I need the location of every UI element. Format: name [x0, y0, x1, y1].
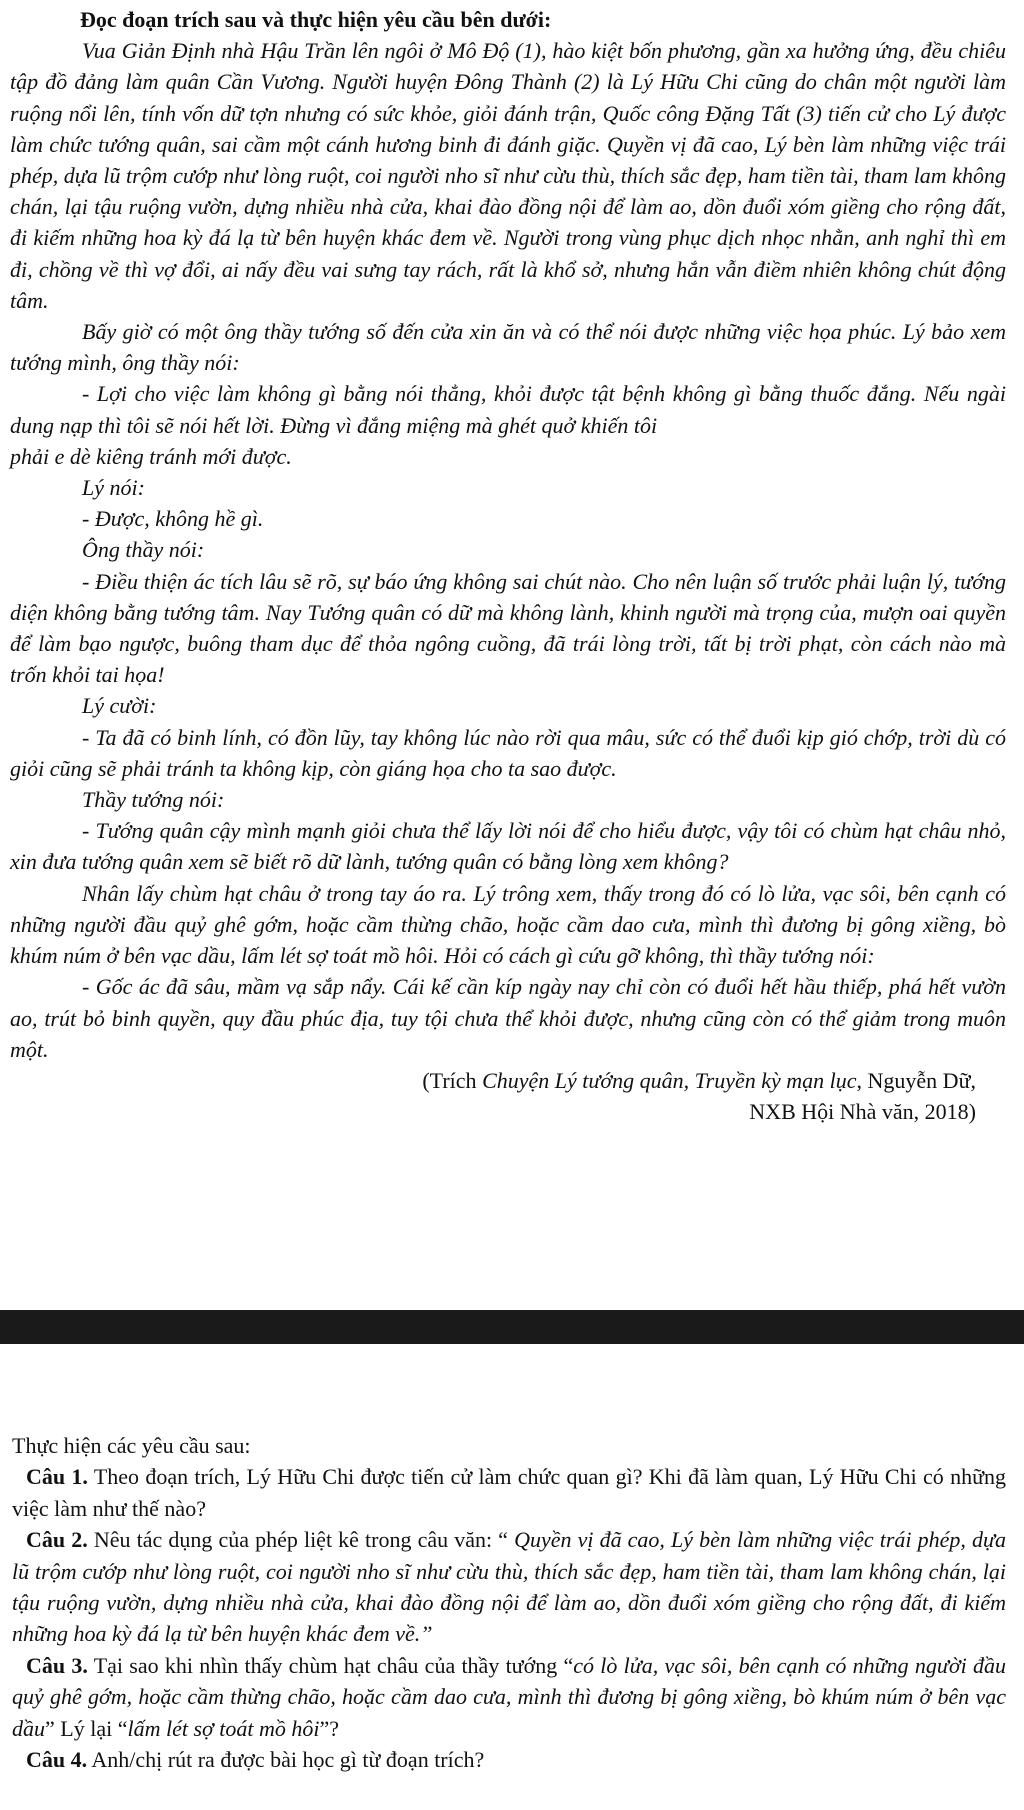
question-2-label: Câu 2. [26, 1527, 88, 1553]
passage-paragraph-1: Vua Giản Định nhà Hậu Trần lên ngôi ở Mô Độ (1), hào kiệt bốn phương, gần xa hưởng ứng, đều chiêu tập đồ đảng làm quân Cần Vương. Người huyện Đông Thành (2) là Lý Hữu Chi cũng do chân một người làm ruộng nổi lên, tính vốn dữ tợn nhưng có sức khỏe, giỏi đánh trận, Quốc công Đặng Tất (3) tiến cử cho Lý được làm chức tướng quân, sai cầm một cánh hương binh đi đánh giặc. Quyền vị đã cao, Lý bèn làm những việc trái phép, dựa lũ trộm cướp như lòng ruột, coi người nho sĩ như cừu thù, thích sắc đẹp, ham tiền tài, tham lam không chán, lại tậu ruộng vườn, dựng nhiều nhà cửa, khai đào đồng nội để làm ao, dồn đuổi xóm giềng cho rộng đất, đi kiếm những hoa kỳ đá lạ từ bên huyện khác đem về. Người trong vùng phục dịch nhọc nhằn, anh nghỉ thì em đi, chồng về thì vợ đổi, ai nấy đều vai sưng tay rách, rất là khổ sở, nhưng hắn vẫn điềm nhiên không chút động tâm. [10, 38, 1006, 313]
source-title: Chuyện Lý tướng quân, Truyền kỳ mạn lục [482, 1067, 857, 1093]
question-4-text: Anh/chị rút ra được bài học gì từ đoạn trích? [87, 1747, 485, 1773]
question-3-text-3: ”? [319, 1715, 340, 1741]
question-2-quote: Quyền vị đã cao, Lý bèn làm những việc trái phép, dựa lũ trộm cướp như lòng ruột, coi người nho sĩ như cừu thù, thích sắc đẹp, ham tiền tài, tham lam không chán, lại tậu ruộng vườn, dựng nhiều nhà cửa, khai đào đồng nội để làm ao, dồn đuổi xóm giềng cho rộng đất, đi kiếm những hoa kỳ đá lạ từ bên huyện khác đem về.” [12, 1527, 1006, 1647]
question-4-label: Câu 4. [26, 1747, 88, 1773]
passage-paragraph-8: - Điều thiện ác tích lâu sẽ rõ, sự báo ứng không sai chút nào. Cho nên luận số trước phải luận lý, tướng diện không bằng tướng tâm. Nay Tướng quân có dữ mà không lành, khinh người mà trọng của, mượn oai quyền để làm bạo ngược, buông tham dục để thỏa ngông cuồng, đã trái lòng trời, tất bị trời phạt, còn cách nào mà trốn khỏi tai họa! [10, 568, 1006, 688]
passage-paragraph-3: - Lợi cho việc làm không gì bằng nói thẳng, khỏi được tật bệnh không gì bằng thuốc đắng. Nếu ngài dung nạp thì tôi sẽ nói hết lời. Đừng vì đắng miệng mà ghét quở khiến tôi [10, 381, 1006, 438]
question-2-text: Nêu tác dụng của phép liệt kê trong câu văn: “ [87, 1527, 515, 1553]
questions-intro: Thực hiện các yêu cầu sau: [12, 1433, 251, 1458]
passage-heading: Đọc đoạn trích sau và thực hiện yêu cầu bên dưới: [80, 7, 552, 32]
question-3-quote-2: lấm lét sợ toát mồ hôi [127, 1715, 320, 1741]
question-1-text: Theo đoạn trích, Lý Hữu Chi được tiến cử làm chức quan gì? Khi đã làm quan, Lý Hữu Chi có những việc làm như thế nào? [12, 1464, 1007, 1521]
passage-paragraph-13: Nhân lấy chùm hạt châu ở trong tay áo ra. Lý trông xem, thấy trong đó có lò lửa, vạc sôi, bên cạnh có những người đầu quỷ ghê gớm, hoặc cầm thừng chão, hoặc cầm dao cưa, mình thì đương bị gông xiềng, bò khúm núm ở bên vạc dầu, lấm lét sợ toát mồ hôi. Hỏi có cách gì cứu gỡ không, thì thầy tướng nói: [10, 880, 1006, 969]
questions-section [0, 1344, 1024, 1810]
passage-paragraph-4: phải e dè kiêng tránh mới được. [10, 443, 292, 469]
question-2 [12, 1524, 1006, 1650]
question-3 [12, 1650, 1006, 1744]
passage-paragraph-5: Lý nói: [82, 475, 145, 501]
section-divider [0, 1310, 1024, 1344]
question-1-label: Câu 1. [26, 1464, 88, 1490]
source-citation-line-1 [10, 1065, 1006, 1096]
question-3-label: Câu 3. [26, 1652, 88, 1678]
question-3-quote: có lò lửa, vạc sôi, bên cạnh có những người đầu quỷ ghê gớm, hoặc cầm thừng chão, hoặc cầm dao cưa, mình thì đương bị gông xiềng, bò khúm núm ở bên vạc dầu [12, 1652, 1006, 1741]
passage-paragraph-7: Ông thầy nói: [82, 537, 205, 563]
passage-paragraph-6: - Được, không hề gì. [82, 506, 264, 532]
passage-paragraph-2: Bấy giờ có một ông thầy tướng số đến cửa xin ăn và có thể nói được những việc họa phúc. Lý bảo xem tướng mình, ông thầy nói: [10, 319, 1006, 376]
question-4 [12, 1744, 1006, 1775]
passage-paragraph-10: - Ta đã có binh lính, có đồn lũy, tay không lúc nào rời qua mâu, sức có thể đuổi kịp gió chớp, trời dù có giỏi cũng sẽ phải tránh ta không kịp, còn giáng họa cho ta sao được. [10, 724, 1006, 781]
passage-paragraph-12: - Tướng quân cậy mình mạnh giỏi chưa thể lấy lời nói để cho hiểu được, vậy tôi có chùm hạt châu nhỏ, xin đưa tướng quân xem sẽ biết rõ dữ lành, tướng quân có bằng lòng xem không? [10, 818, 1006, 875]
passage-paragraph-14: - Gốc ác đã sâu, mầm vạ sắp nẩy. Cái kế cần kíp ngày nay chỉ còn có đuổi hết hầu thiếp, phá hết vườn ao, trút bỏ binh quyền, quy đầu phúc địa, tuy tội chưa thể khỏi được, nhưng cũng còn có thể giảm trong muôn một. [10, 974, 1006, 1062]
passage-paragraph-9: Lý cười: [82, 693, 157, 719]
passage-paragraph-11: Thầy tướng nói: [82, 787, 225, 813]
question-3-text-2: ” Lý lại “ [45, 1715, 128, 1741]
source-prefix: (Trích [422, 1067, 483, 1093]
source-citation-line-2: NXB Hội Nhà văn, 2018) [749, 1099, 976, 1125]
question-1 [12, 1461, 1006, 1524]
question-3-text: Tại sao khi nhìn thấy chùm hạt châu của thầy tướng “ [87, 1652, 574, 1678]
source-author: , Nguyễn Dữ, [856, 1067, 976, 1093]
